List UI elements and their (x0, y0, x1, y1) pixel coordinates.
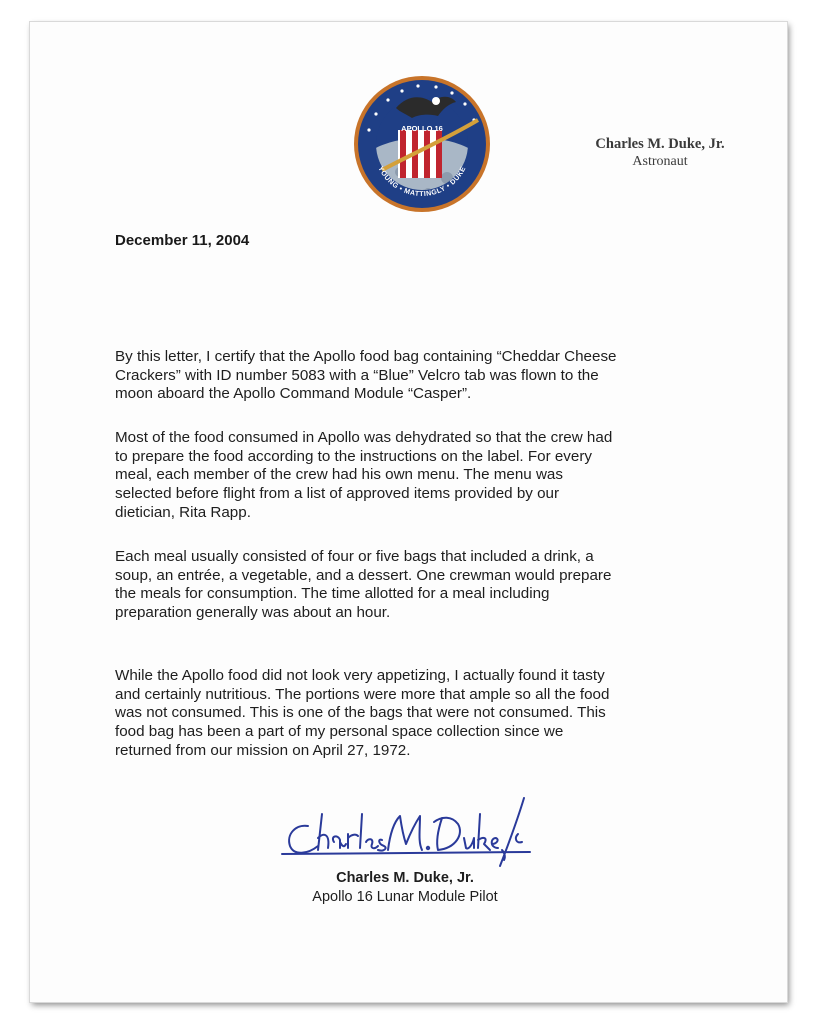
signature-block (245, 869, 565, 907)
letter-sheet (30, 22, 787, 1002)
paragraph-food-preparation: Most of the food consumed in Apollo was dehydrated so that the crew had to prepare the food according to the instructions on the label. For every meal, each member of the crew had his own menu. The menu was selected before flight from a list of approved items provided by our dietician, Rita Rapp. (115, 429, 613, 521)
apollo-16-mission-patch (352, 74, 492, 214)
handwritten-signature (278, 794, 538, 872)
patch-crew-label: YOUNG • MATTINGLY • DUKE (376, 165, 468, 199)
signatory-name: Charles M. Duke, Jr. (336, 870, 474, 886)
letterhead (560, 135, 760, 171)
paragraph-meal-composition: Each meal usually consisted of four or five bags that included a drink, a soup, an entrée, a vegetable, and a dessert. One crewman would prepare the meals for consumption. The time allotted for a meal including preparation generally was about an hour. (115, 548, 612, 622)
letterhead-title: Astronaut (632, 154, 688, 169)
patch-mission-label: APOLLO 16 (401, 124, 443, 133)
paragraph-personal-collection: While the Apollo food did not look very appetizing, I actually found it tasty and certainly nutritious. The portions were more that ample so all the food was not consumed. This is one of the bags that were not consumed. This food bag has been a part of my personal space collection since we returned from our mission on April 27, 1972. (115, 667, 610, 759)
signatory-title: Apollo 16 Lunar Module Pilot (312, 889, 498, 905)
letter-date: December 11, 2004 (115, 232, 250, 249)
paragraph-certification: By this letter, I certify that the Apollo food bag containing “Cheddar Cheese Crackers” with ID number 5083 with a “Blue” Velcro tab was flown to the moon aboard the Apollo Command Module “Casper”. (115, 348, 617, 403)
letterhead-name: Charles M. Duke, Jr. (595, 136, 725, 152)
